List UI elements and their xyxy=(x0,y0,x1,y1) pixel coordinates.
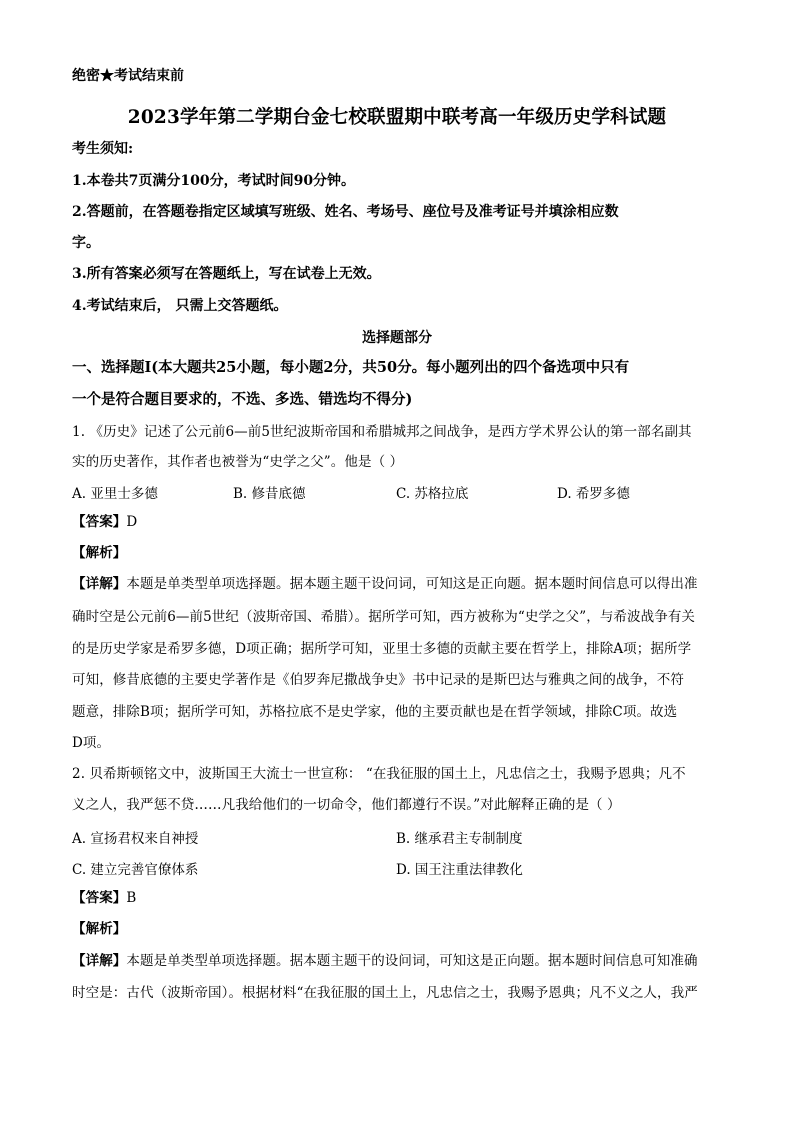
section-title: 选择题部分 xyxy=(362,330,432,346)
q1-detail-text-1: 本题是单类型单项选择题。据本题主题干设问词，可知这是正向题。据本题时间信息可以得出准 xyxy=(126,576,698,592)
q2-stem-line-1: 2. 贝希斯顿铭文中，波斯国王大流士一世宣称： “在我征服的国土上，凡忠信之士，我赐予恩典；凡不 xyxy=(72,766,686,782)
q1-answer-value: D xyxy=(126,514,138,530)
q2-answer-value: B xyxy=(126,890,137,906)
notice-item-2-cont: 字。 xyxy=(72,235,100,251)
section-instruction-1: 一、选择题Ⅰ(本大题共25小题，每小题2分，共50分。每小题列出的四个备选项中只有 xyxy=(72,359,630,376)
exam-title: 2023学年第二学期台金七校联盟期中联考高一年级历史学科试题 xyxy=(127,107,667,128)
q2-option-d: D. 国王注重法律教化 xyxy=(396,862,523,878)
q1-detail-line-1 xyxy=(72,574,698,594)
q1-option-d: D. 希罗多德 xyxy=(557,486,630,502)
secret-mark: 绝密★考试结束前 xyxy=(72,68,184,84)
q1-detail-line-4: 可知，修昔底德的主要史学著作是《伯罗奔尼撒战争史》书中记录的是斯巴达与雅典之间的战争，不符 xyxy=(72,672,684,688)
q2-analysis-label: 【解析】 xyxy=(72,921,127,937)
q2-detail-text-1: 本题是单类型单项选择题。据本题主题干的设问词，可知这是正向题。据本题时间信息可知准确 xyxy=(126,953,698,969)
notice-item-3: 3.所有答案必须写在答题纸上，写在试卷上无效。 xyxy=(72,266,381,282)
q2-detail-line-2: 时空是：古代（波斯帝国）。根据材料“在我征服的国土上，凡忠信之士，我赐予恩典；凡不义之人，我严 xyxy=(72,985,698,1001)
q2-option-b: B. 继承君主专制制度 xyxy=(396,831,523,847)
q1-answer xyxy=(72,512,137,532)
notice-heading: 考生须知: xyxy=(72,141,134,157)
notice-item-2: 2.答题前，在答题卷指定区域填写班级、姓名、考场号、座位号及准考证号并填涂相应数 xyxy=(72,204,619,220)
q1-detail-line-5: 题意，排除B项；据所学可知，苏格拉底不是史学家，他的主要贡献也是在哲学领域，排除C项。故选 xyxy=(72,704,678,720)
notice-item-1: 1.本卷共7页满分100分，考试时间90分钟。 xyxy=(72,173,356,189)
notice-item-4: 4.考试结束后， 只需上交答题纸。 xyxy=(72,298,288,314)
q1-detail-line-3: 的是历史学家是希罗多德，D项正确；据所学可知，亚里士多德的贡献主要在哲学上，排除A项；据所学 xyxy=(72,641,692,657)
q2-detail-label: 【详解】 xyxy=(72,953,127,969)
q1-option-a: A. 亚里士多德 xyxy=(72,486,158,502)
q1-option-c: C. 苏格拉底 xyxy=(396,486,469,502)
q2-answer xyxy=(72,888,136,908)
q1-stem-line-2: 实的历史著作，其作者也被誉为“史学之父”。他是（ ） xyxy=(72,454,404,470)
q1-detail-line-2: 确时空是公元前6—前5世纪（波斯帝国、希腊）。据所学可知，西方被称为“史学之父”，与希波战争有关 xyxy=(72,609,696,625)
q1-option-b: B. 修昔底德 xyxy=(233,486,306,502)
q1-analysis-label: 【解析】 xyxy=(72,545,127,561)
q2-option-a: A. 宣扬君权来自神授 xyxy=(72,831,199,847)
q2-detail-line-1 xyxy=(72,951,698,971)
q2-option-c: C. 建立完善官僚体系 xyxy=(72,862,199,878)
q1-detail-label: 【详解】 xyxy=(72,576,127,592)
q1-answer-label: 【答案】 xyxy=(72,514,127,530)
q1-stem-line-1: 1. 《历史》记述了公元前6—前5世纪波斯帝国和希腊城邦之间战争，是西方学术界公认的第一部名副其 xyxy=(72,424,692,440)
q2-stem-line-2: 义之人，我严惩不贷……凡我给他们的一切命令，他们都遵行不误。”对此解释正确的是（ ） xyxy=(72,797,621,813)
q2-answer-label: 【答案】 xyxy=(72,890,127,906)
q1-detail-line-6: D项。 xyxy=(72,735,111,751)
section-instruction-2: 一个是符合题目要求的，不选、多选、错选均不得分) xyxy=(72,391,413,408)
